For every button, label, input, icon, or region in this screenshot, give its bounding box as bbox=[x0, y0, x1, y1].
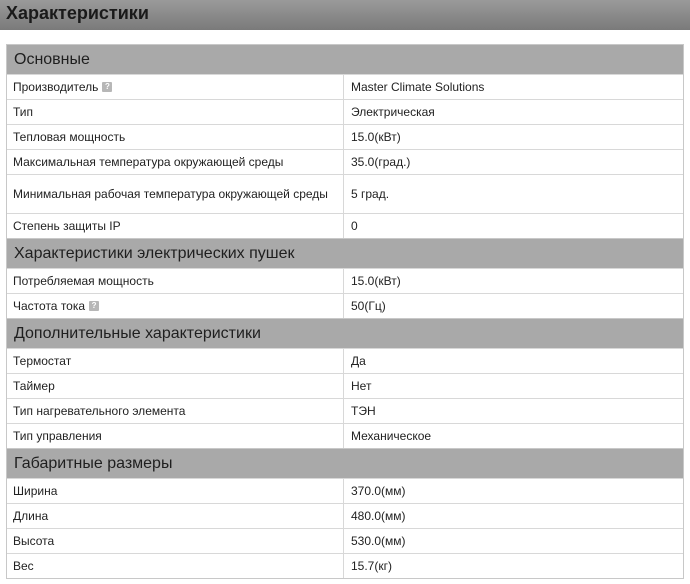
table-row bbox=[7, 553, 683, 578]
section-title-additional: Дополнительные характеристики bbox=[7, 318, 683, 348]
spec-value: 15.0(кВт) bbox=[351, 130, 401, 144]
table-row bbox=[7, 124, 683, 149]
spec-value: Электрическая bbox=[351, 105, 435, 119]
spec-name: Ширина bbox=[7, 479, 344, 503]
spec-value: 370.0(мм) bbox=[351, 484, 406, 498]
table-row bbox=[7, 213, 683, 238]
help-question-icon[interactable]: ? bbox=[89, 301, 99, 311]
table-row bbox=[7, 293, 683, 318]
table-row bbox=[7, 174, 683, 213]
spec-name: Максимальная температура окружающей среды bbox=[7, 150, 344, 174]
specs-table bbox=[6, 44, 684, 579]
spec-value: 50(Гц) bbox=[351, 299, 386, 313]
table-row bbox=[7, 74, 683, 99]
spec-value: Механическое bbox=[351, 429, 432, 443]
page-title: Характеристики bbox=[0, 0, 690, 30]
spec-name: Производитель bbox=[13, 80, 99, 94]
spec-name: Степень защиты IP bbox=[7, 214, 344, 238]
spec-name: Потребляемая мощность bbox=[7, 269, 344, 293]
table-row bbox=[7, 149, 683, 174]
spec-name: Таймер bbox=[7, 374, 344, 398]
table-row bbox=[7, 503, 683, 528]
table-row bbox=[7, 398, 683, 423]
spec-name: Минимальная рабочая температура окружающей среды bbox=[7, 175, 344, 213]
table-row bbox=[7, 528, 683, 553]
spec-value: 15.7(кг) bbox=[351, 559, 392, 573]
spec-name-cell bbox=[7, 294, 344, 318]
spec-name: Высота bbox=[7, 529, 344, 553]
table-row bbox=[7, 478, 683, 503]
table-row bbox=[7, 348, 683, 373]
spec-name: Тип bbox=[7, 100, 344, 124]
spec-name: Тепловая мощность bbox=[7, 125, 344, 149]
table-row bbox=[7, 373, 683, 398]
spec-value: ТЭН bbox=[351, 404, 376, 418]
table-row bbox=[7, 268, 683, 293]
spec-value: 530.0(мм) bbox=[351, 534, 406, 548]
spec-value: 35.0(град.) bbox=[351, 155, 411, 169]
spec-value: 15.0(кВт) bbox=[351, 274, 401, 288]
spec-name: Частота тока bbox=[13, 299, 86, 313]
spec-name: Термостат bbox=[7, 349, 344, 373]
spec-name: Тип нагревательного элемента bbox=[7, 399, 344, 423]
spec-value: Master Climate Solutions bbox=[351, 80, 485, 94]
spec-value: 480.0(мм) bbox=[351, 509, 406, 523]
spec-value: Нет bbox=[351, 379, 372, 393]
spec-name: Вес bbox=[7, 554, 344, 578]
help-question-icon[interactable]: ? bbox=[102, 82, 112, 92]
table-row bbox=[7, 99, 683, 124]
section-title-dimensions: Габаритные размеры bbox=[7, 448, 683, 478]
section-title-basic: Основные bbox=[7, 44, 683, 74]
spec-name: Тип управления bbox=[7, 424, 344, 448]
spec-name-cell bbox=[7, 75, 344, 99]
spec-value: Да bbox=[351, 354, 366, 368]
section-title-electric: Характеристики электрических пушек bbox=[7, 238, 683, 268]
spec-value: 0 bbox=[351, 219, 358, 233]
table-row bbox=[7, 423, 683, 448]
spec-value: 5 град. bbox=[351, 187, 390, 201]
spec-name: Длина bbox=[7, 504, 344, 528]
